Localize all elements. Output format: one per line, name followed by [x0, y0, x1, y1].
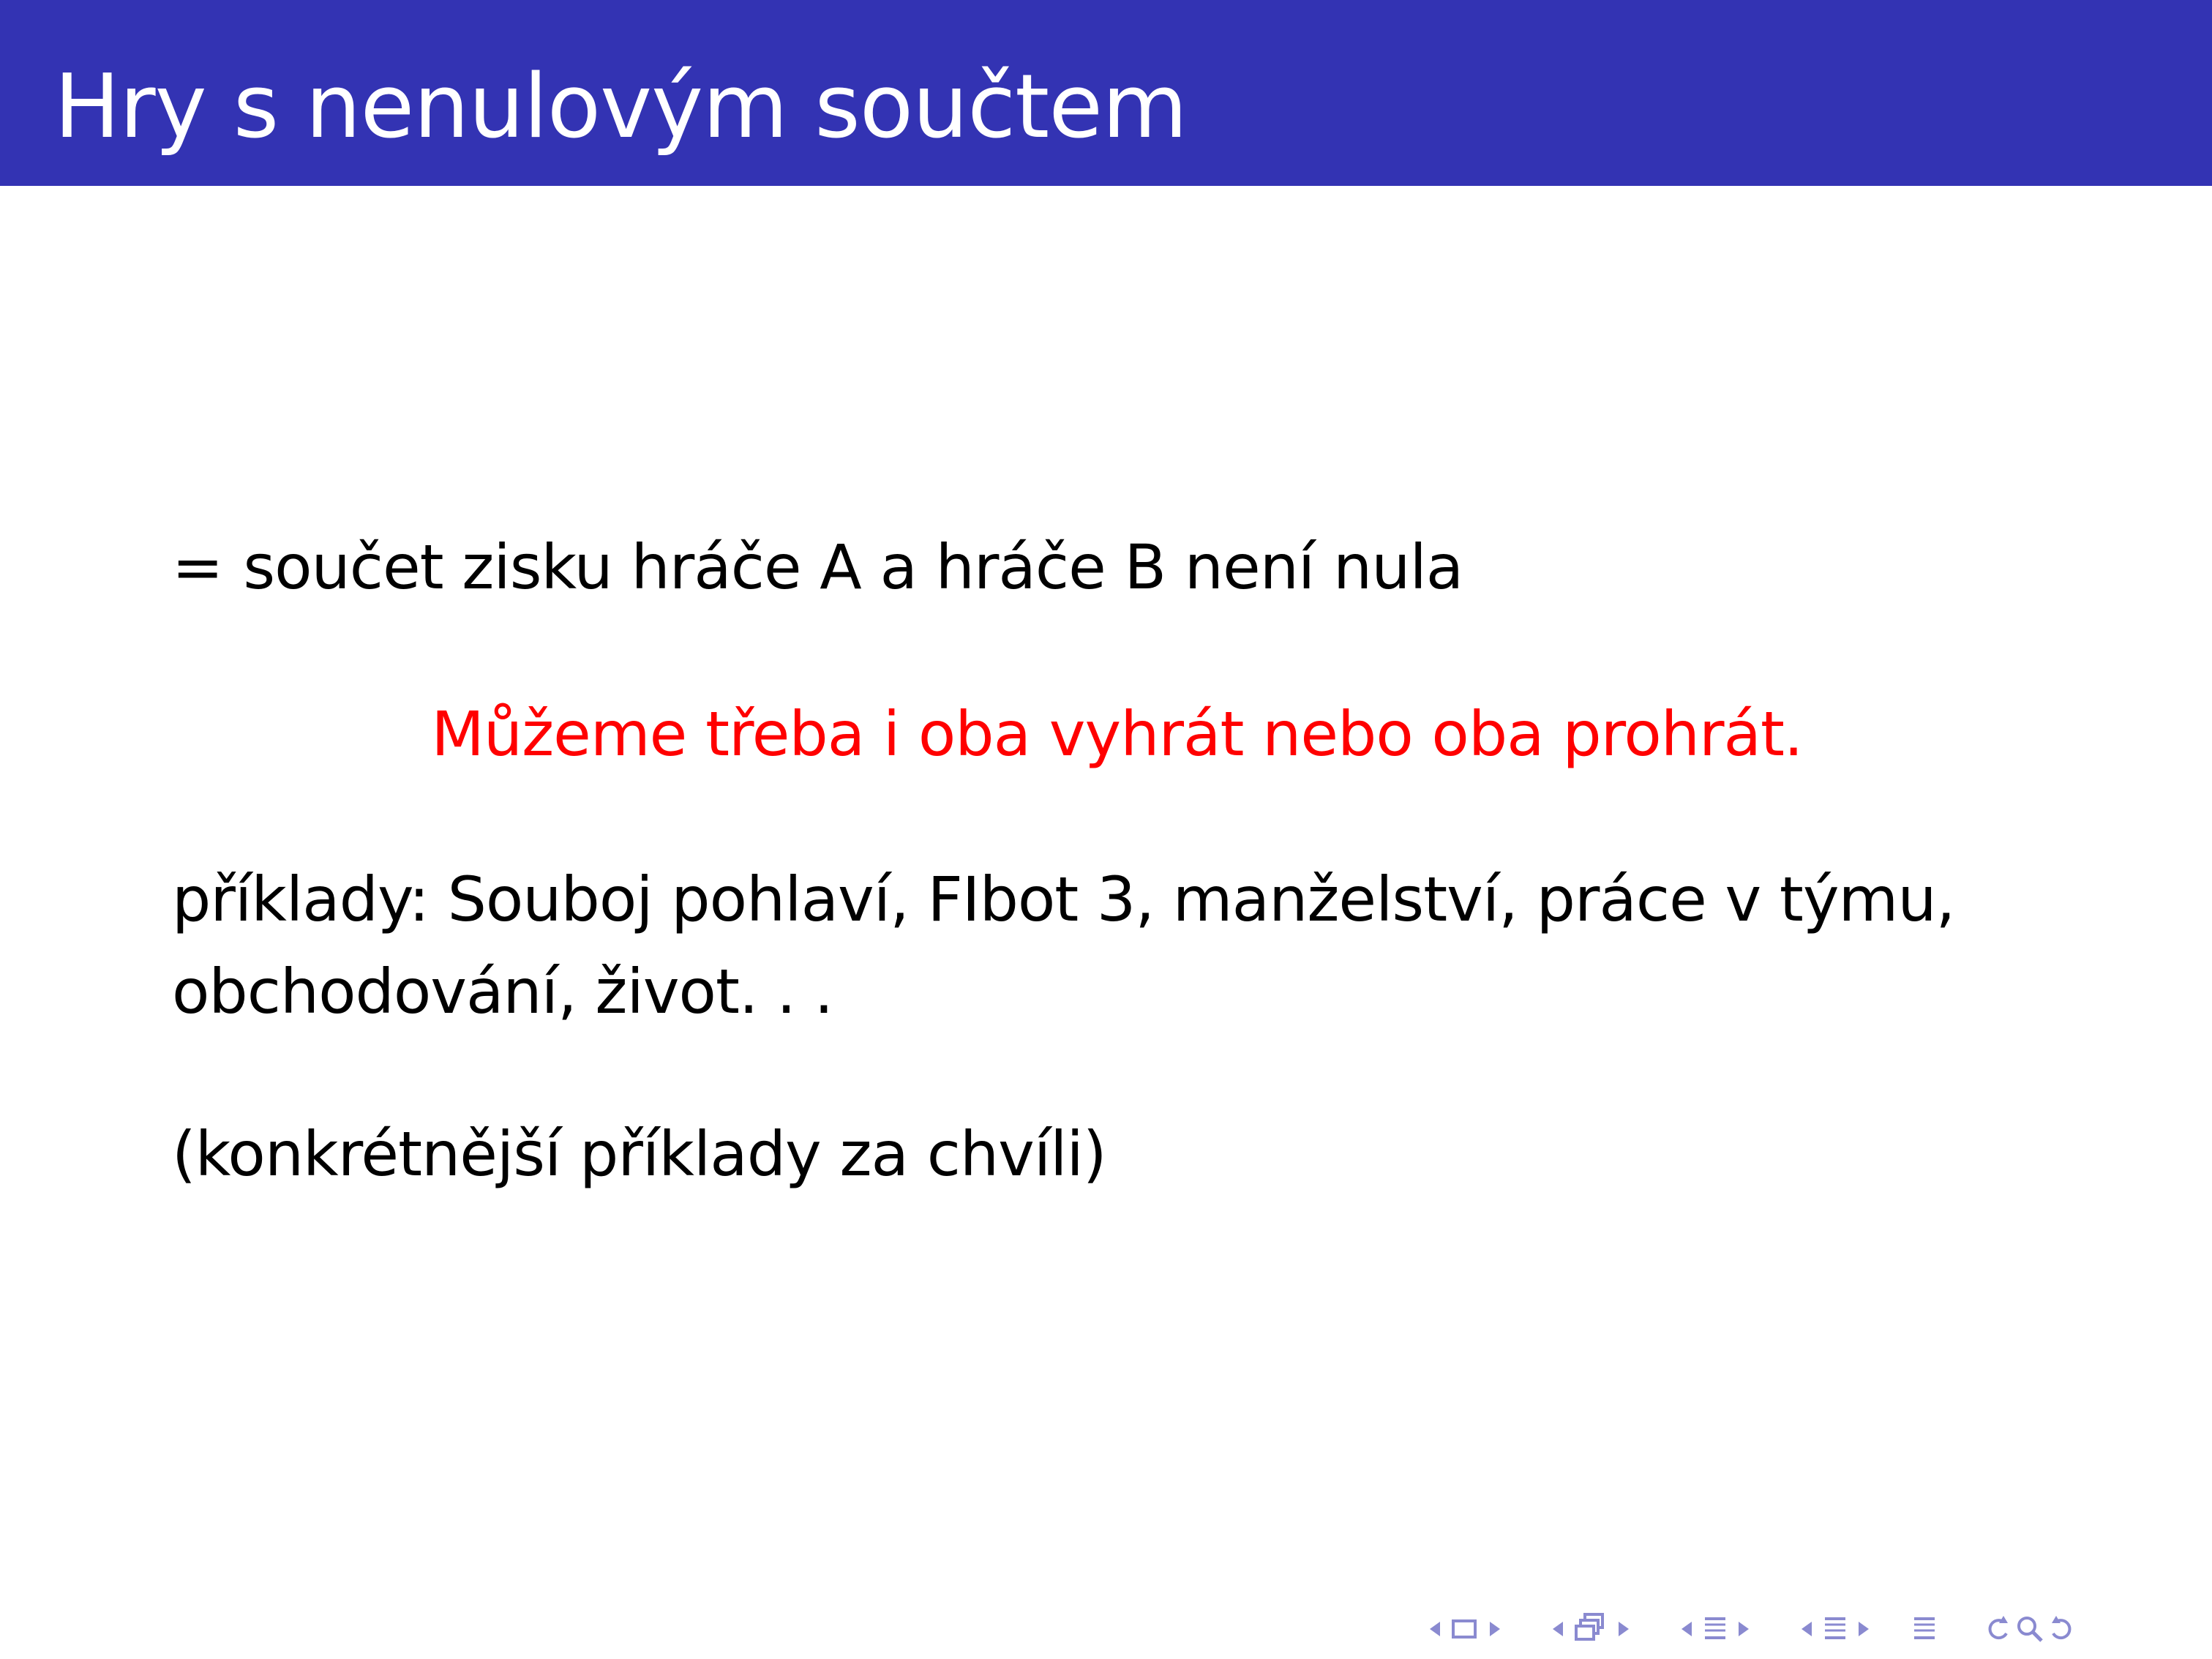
examples-line-1: příklady: Souboj pohlaví, FIbot 3, manželství, práce v týmu,: [172, 864, 1955, 935]
toc-nav-group: [1911, 1614, 1938, 1644]
beamer-navigation-bar: [1420, 1607, 2078, 1651]
frame-nav-group: [1420, 1617, 1510, 1641]
definition-text: součet zisku hráče A a hráče B není nula: [243, 531, 1463, 603]
frame-icon[interactable]: [1450, 1617, 1480, 1641]
search-forward-icon[interactable]: [2046, 1613, 2078, 1645]
search-icon[interactable]: [2014, 1613, 2046, 1645]
frame-next-icon[interactable]: [1480, 1618, 1510, 1640]
highlight-text: Můžeme třeba i oba vyhrát nebo oba prohrát.: [431, 698, 1803, 770]
search-back-icon[interactable]: [1982, 1613, 2014, 1645]
section-nav-group: [1671, 1614, 1759, 1644]
document-prev-icon[interactable]: [1791, 1618, 1822, 1640]
document-nav-group: [1791, 1614, 1879, 1644]
toc-icon[interactable]: [1911, 1614, 1938, 1644]
section-prev-icon[interactable]: [1671, 1618, 1702, 1640]
slide-title: Hry s nenulovým součtem: [54, 56, 1187, 158]
section-next-icon[interactable]: [1728, 1618, 1759, 1640]
examples-line-2: obchodování, život. . .: [172, 956, 833, 1027]
subsection-nav-group: [1542, 1613, 1639, 1645]
subsection-icon[interactable]: [1573, 1613, 1608, 1645]
document-next-icon[interactable]: [1848, 1618, 1879, 1640]
concrete-note: (konkrétnější příklady za chvíli): [172, 1118, 1106, 1190]
frame-prev-icon[interactable]: [1420, 1618, 1450, 1640]
subsection-next-icon[interactable]: [1608, 1618, 1639, 1640]
section-icon[interactable]: [1702, 1614, 1728, 1644]
title-bar: [0, 0, 2212, 186]
subsection-prev-icon[interactable]: [1542, 1618, 1573, 1640]
definition-line: [172, 527, 1463, 607]
document-icon[interactable]: [1822, 1614, 1848, 1644]
search-nav-group: [1982, 1613, 2078, 1645]
equals-symbol: =: [172, 531, 223, 603]
